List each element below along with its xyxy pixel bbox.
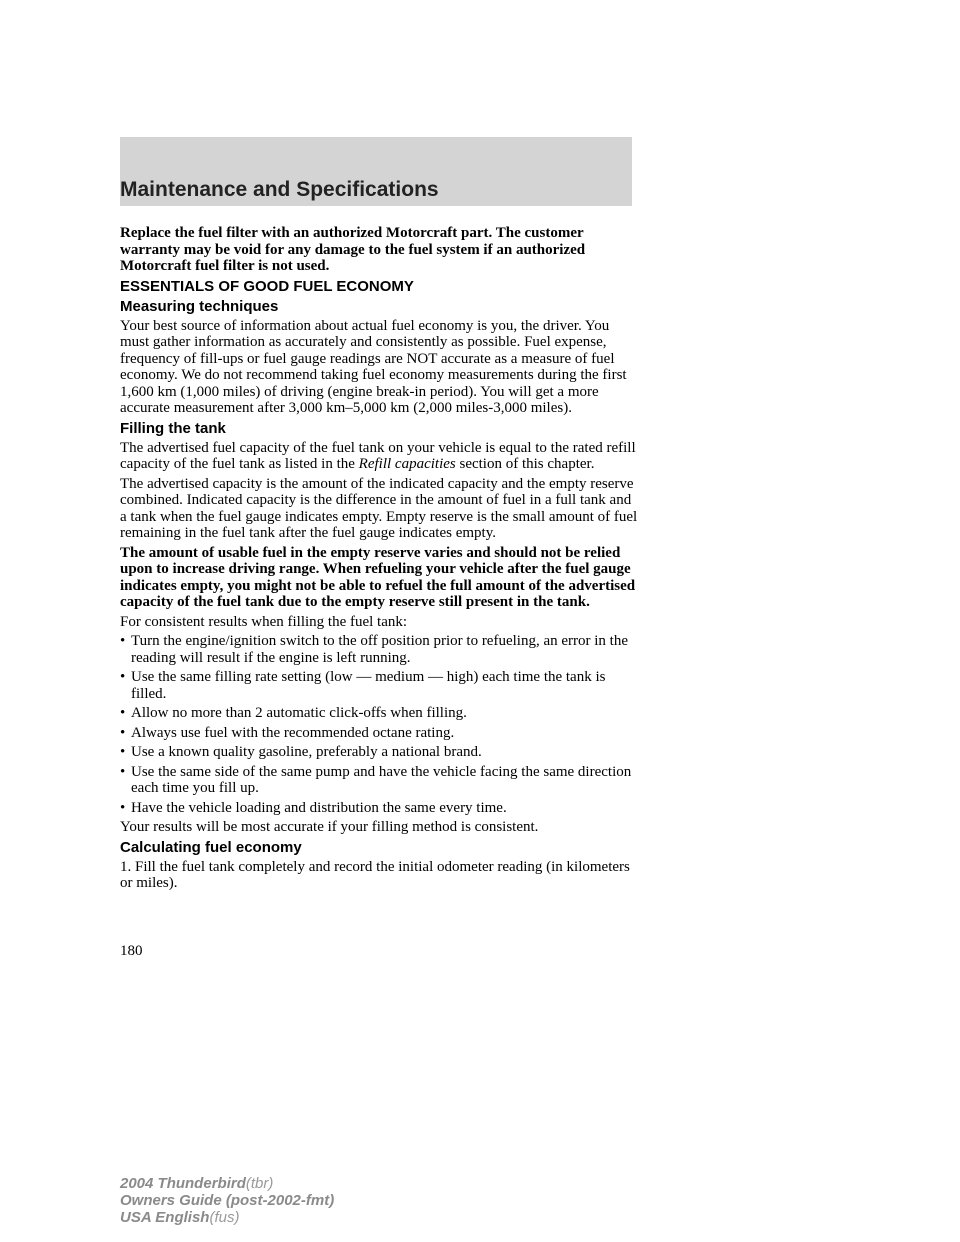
footer-language-code: (fus) xyxy=(209,1209,240,1226)
page-title: Maintenance and Specifications xyxy=(120,178,439,201)
refill-capacities-reference: Refill capacities xyxy=(358,456,456,472)
filling-intro: For consistent results when filling the fuel tank: xyxy=(120,613,408,630)
heading-filling-the-tank: Filling the tank xyxy=(120,419,226,437)
filling-paragraph-1 xyxy=(120,440,640,473)
footer-line-1 xyxy=(120,1175,334,1192)
footer-language: USA English xyxy=(120,1209,210,1226)
footer-model: 2004 Thunderbird xyxy=(120,1175,246,1192)
calculating-step-1: 1. Fill the fuel tank completely and record the initial odometer reading (in kilometers or miles). xyxy=(120,858,630,891)
heading-measuring-techniques: Measuring techniques xyxy=(120,297,279,315)
footer-line-2 xyxy=(120,1192,334,1209)
bullet-icon: • xyxy=(120,633,126,649)
filling-closing: Your results will be most accurate if your filling method is consistent. xyxy=(120,819,539,835)
list-item xyxy=(120,764,640,797)
measuring-paragraph: Your best source of information about actual fuel economy is you, the driver. You must gather information as accurately and consistently as possible. Fuel expense, frequency of fill-ups or fuel gauge readings are NOT accurate as a measure of fuel economy. We do not recommend taking fuel economy measurements during the first 1,600 km (1,000 miles) of driving (engine break-in period). You will get a more accurate measurement after 3,000 km–5,000 km (2,000 miles-3,000 miles). xyxy=(120,317,627,416)
filling-paragraph-2: The advertised capacity is the amount of the indicated capacity and the empty reserve combined. Indicated capacity is the difference in the amount of fuel in a full tank and a tank when the fuel gauge indicates empty. Empty reserve is the small amount of fuel remaining in the fuel tank after the fuel gauge indicates empty. xyxy=(120,475,638,541)
bullet-icon: • xyxy=(120,705,126,721)
bullet-icon: • xyxy=(120,669,126,685)
list-item-text: Allow no more than 2 automatic click-offs when filling. xyxy=(131,705,467,721)
bullet-icon: • xyxy=(120,724,126,741)
page-content xyxy=(120,225,640,895)
section-title: ESSENTIALS OF GOOD FUEL ECONOMY xyxy=(120,277,414,295)
list-item-text: Have the vehicle loading and distribution the same every time. xyxy=(131,799,507,816)
list-item xyxy=(120,744,640,761)
list-item xyxy=(120,633,640,666)
list-item-text: Always use fuel with the recommended octane rating. xyxy=(131,724,455,741)
bullet-icon: • xyxy=(120,799,126,816)
warning-text: Replace the fuel filter with an authorized Motorcraft part. The customer warranty may be void for any damage to the fuel system if an authorized Motorcraft fuel filter is not used. xyxy=(120,225,586,274)
footer-model-code: (tbr) xyxy=(245,1175,274,1192)
filling-p1-end: section of this chapter. xyxy=(459,456,595,472)
footer-line-3 xyxy=(120,1209,334,1226)
list-item xyxy=(120,725,640,742)
list-item xyxy=(120,800,640,817)
filling-tips-list xyxy=(120,633,640,816)
list-item-text: Use the same side of the same pump and have the vehicle facing the same direction each time you fill up. xyxy=(131,763,632,796)
list-item xyxy=(120,669,640,702)
footer-guide-format: Owners Guide (post-2002-fmt) xyxy=(120,1192,335,1209)
filling-p1-start: The advertised fuel capacity of the fuel tank on your vehicle is equal to the rated refill capacity of the fuel tank as listed in the xyxy=(120,439,636,472)
page-number: 180 xyxy=(120,943,143,959)
list-item-text: Turn the engine/ignition switch to the off position prior to refueling, an error in the reading will result if the engine is left running. xyxy=(131,633,628,666)
bullet-icon: • xyxy=(120,763,126,780)
list-item-text: Use a known quality gasoline, preferably a national brand. xyxy=(131,744,482,760)
filling-warning: The amount of usable fuel in the empty reserve varies and should not be relied upon to increase driving range. When refueling your vehicle after the fuel gauge indicates empty, you might not be able to refuel the full amount of the advertised capacity of the fuel tank due to the empty reserve still present in the tank. xyxy=(120,544,636,610)
document-footer xyxy=(120,1175,334,1226)
bullet-icon: • xyxy=(120,744,126,760)
heading-calculating-fuel-economy: Calculating fuel economy xyxy=(120,838,302,856)
list-item xyxy=(120,705,640,722)
list-item-text: Use the same filling rate setting (low — medium — high) each time the tank is filled. xyxy=(131,669,606,702)
